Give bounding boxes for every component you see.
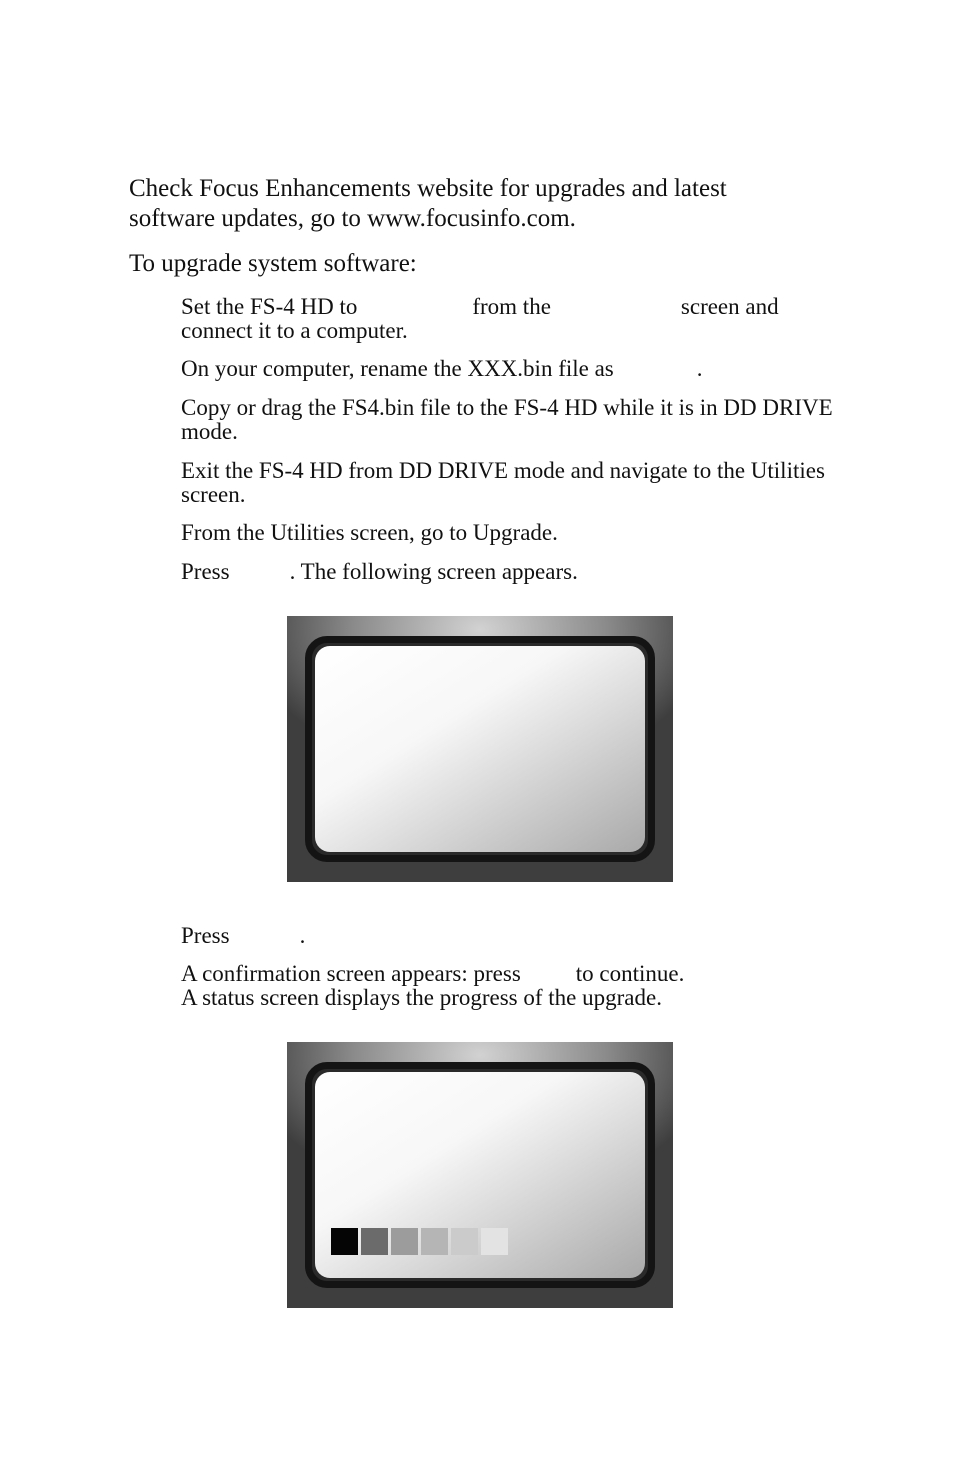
step-2 <box>181 357 841 381</box>
step-1-text-b: from the <box>472 294 551 319</box>
step-6-text-a: Press <box>181 559 230 584</box>
step-7-text-b: . <box>299 923 306 948</box>
step-8-text-c: A status screen displays the progress of the upgrade. <box>181 985 662 1010</box>
status-screen-image <box>287 1042 673 1308</box>
step-5: From the Utilities screen, go to Upgrade. <box>181 520 558 545</box>
step-8-text-b: to continue. <box>575 961 685 986</box>
step-1-text-d: connect it to a computer. <box>181 318 408 343</box>
step-2-text-b: . <box>696 356 703 381</box>
step-1-text-a: Set the FS-4 HD to <box>181 294 358 319</box>
progress-segment <box>481 1228 508 1255</box>
step-2-text-a: On your computer, rename the XXX.bin file as <box>181 356 614 381</box>
step-8-text-a: A confirmation screen appears: press <box>181 961 521 986</box>
step-6-text-b: . The following screen appears. <box>289 559 578 584</box>
step-4: Exit the FS-4 HD from DD DRIVE mode and navigate to the Utilities screen. <box>181 458 825 507</box>
upgrade-screen-image <box>287 616 673 882</box>
step-3: Copy or drag the FS4.bin file to the FS-4 HD while it is in DD DRIVE mode. <box>181 395 833 444</box>
step-7 <box>181 924 841 948</box>
progress-segment <box>391 1228 418 1255</box>
progress-segment <box>361 1228 388 1255</box>
step-8 <box>181 962 841 1010</box>
intro-line-1: Check Focus Enhancements website for upgrades and latest <box>129 175 727 202</box>
intro-line-2: software updates, go to www.focusinfo.com. <box>129 205 576 232</box>
section-subhead: To upgrade system software: <box>129 250 417 277</box>
progress-bar <box>331 1228 511 1255</box>
step-6 <box>181 560 841 584</box>
step-1-text-c: screen and <box>680 294 779 319</box>
step-1 <box>181 295 841 343</box>
progress-segment <box>421 1228 448 1255</box>
screen-bezel <box>305 636 655 862</box>
intro-paragraph <box>129 174 839 234</box>
screen-display <box>315 646 645 852</box>
step-7-text-a: Press <box>181 923 230 948</box>
progress-segment <box>331 1228 358 1255</box>
progress-segment <box>451 1228 478 1255</box>
